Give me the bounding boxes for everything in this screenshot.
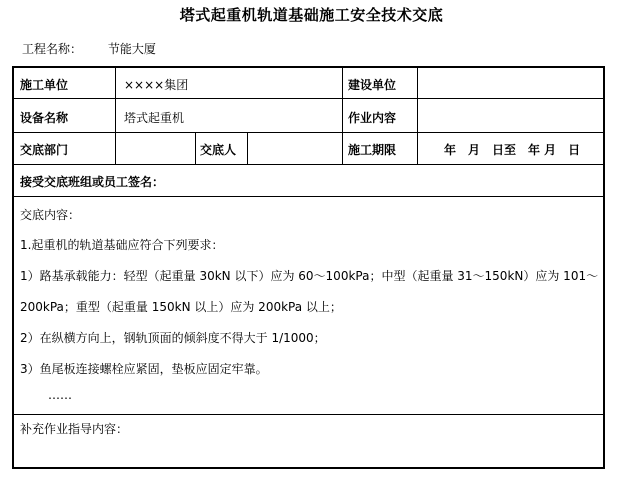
- content-line: 200kPa；重型（起重量 150kN 以上）应为 200kPa 以上；: [20, 300, 342, 314]
- content-ellipsis: ……: [48, 388, 72, 402]
- row-divider: [14, 414, 603, 415]
- project-name-label: 工程名称：: [22, 42, 83, 56]
- content-line: 1）路基承载能力：轻型（起重量 30kN 以下）应为 60～100kPa；中型（起重量 31～150kN）应为 101～: [20, 269, 599, 283]
- work-content-label: 作业内容: [348, 111, 397, 125]
- column-divider: [115, 68, 116, 164]
- supplement-label: 补充作业指导内容：: [20, 422, 129, 436]
- content-line: 1.起重机的轨道基础应符合下列要求：: [20, 238, 224, 252]
- content-line: 3）鱼尾板连接螺栓应紧固，垫板应固定牢靠。: [20, 362, 268, 376]
- disclosure-table: [12, 66, 605, 469]
- disclosure-person-label: 交底人: [200, 143, 237, 157]
- document-title: 塔式起重机轨道基础施工安全技术交底: [179, 6, 444, 24]
- column-divider: [195, 132, 196, 164]
- column-divider: [247, 132, 248, 164]
- project-name-value: 节能大厦: [107, 42, 156, 56]
- project-name-line: [22, 40, 156, 57]
- content-line: 2）在纵横方向上，钢轨顶面的倾斜度不得大于 1/1000；: [20, 331, 326, 345]
- column-divider: [342, 68, 343, 164]
- equipment-name-label: 设备名称: [20, 111, 69, 125]
- row-divider: [14, 98, 603, 99]
- construction-period-value: 年 月 日至 年 月 日: [444, 143, 581, 157]
- content-label: 交底内容：: [20, 208, 81, 222]
- row-divider: [14, 196, 603, 197]
- department-label: 交底部门: [20, 143, 69, 157]
- construction-unit-label: 施工单位: [20, 78, 69, 92]
- signature-label: 接受交底班组或员工签名：: [20, 175, 165, 189]
- build-unit-label: 建设单位: [348, 78, 397, 92]
- construction-unit-value: ××××集团: [124, 78, 189, 92]
- row-divider: [14, 164, 603, 165]
- equipment-name-value: 塔式起重机: [124, 111, 185, 125]
- row-divider: [14, 132, 603, 133]
- construction-period-label: 施工期限: [348, 143, 397, 157]
- column-divider: [417, 68, 418, 164]
